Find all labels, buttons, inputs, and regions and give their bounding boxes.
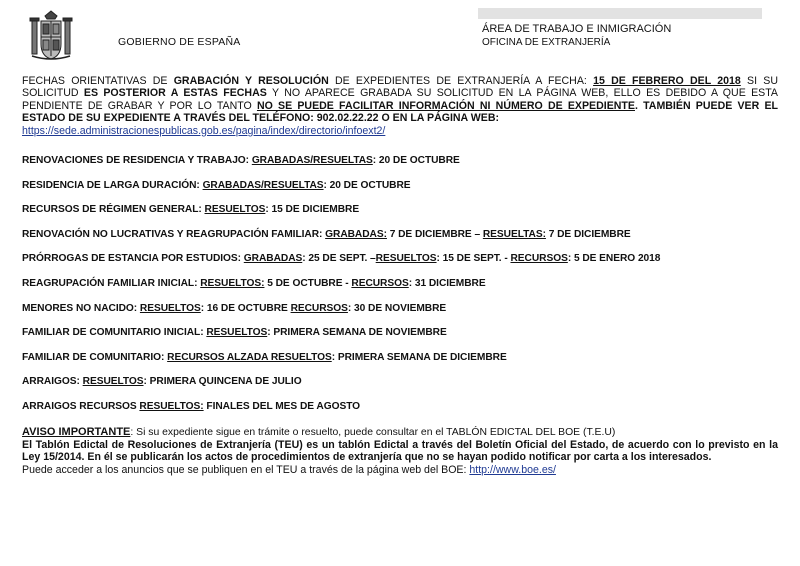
- item-status: RECURSOS: [351, 278, 409, 289]
- status-item: [22, 155, 778, 167]
- item-date: : 20 DE OCTUBRE: [372, 155, 460, 167]
- boe-link[interactable]: http://www.boe.es/: [469, 463, 556, 476]
- item-date: : 25 DE SEPT. –: [302, 253, 376, 265]
- acceder-text: Puede acceder a los anuncios que se publiquen en el TEU a través de la página web del BOE:: [22, 463, 470, 476]
- item-status: RESUELTOS:: [139, 400, 204, 412]
- item-status: RESUELTOS: [204, 204, 266, 216]
- item-status: GRABADAS/RESUELTAS: [202, 179, 324, 191]
- status-item: [22, 204, 778, 216]
- document-body: [22, 75, 778, 476]
- status-item: [22, 303, 778, 315]
- item-label: MENORES NO NACIDO:: [22, 302, 140, 314]
- intro-text: FECHAS ORIENTATIVAS DE: [22, 75, 174, 87]
- status-item: [22, 376, 778, 388]
- item-status: GRABADAS:: [325, 228, 387, 240]
- status-list: [22, 155, 778, 413]
- item-status: RESUELTOS: [375, 253, 437, 265]
- intro-paragraph: [22, 75, 778, 137]
- coat-of-arms-icon: [28, 10, 74, 62]
- item-status: RESUELTOS: [82, 376, 144, 388]
- intro-text: Y NO APARECE GRABADA SU SOLICITUD EN LA PÁGINA WEB, ELLO ES DEBIDO A QUE ESTA PENDIENTE DE GRABAR Y POR LO TANTO: [22, 87, 779, 112]
- intro-text: SI SU SOLICITUD: [22, 75, 778, 100]
- aviso-paragraph: [22, 426, 778, 439]
- item-status: GRABADAS: [243, 253, 303, 265]
- intro-text: DE EXPEDIENTES DE EXTRANJERÍA A FECHA:: [328, 75, 594, 87]
- item-status: RESUELTAS:: [482, 228, 546, 240]
- intro-phone: . TAMBIÉN PUEDE VER EL ESTADO DE SU EXPEDIENTE A TRAVÉS DEL TELÉFONO: 902.02.22.22 O EN LA PÁGINA WEB:: [22, 99, 778, 125]
- teu-paragraph: El Tablón Edictal de Resoluciones de Extranjería (TEU) es un tablón Edictal a través del Boletín Oficial del Estado, de acuerdo con lo previsto en la Ley 15/2014. En él se publicarán los actos de procedimientos de extranjería que no se hayan podido notificar por carta a los interesados.: [22, 438, 778, 464]
- item-date: 5 DE OCTUBRE -: [264, 278, 352, 289]
- item-label: RESIDENCIA DE LARGA DURACIÓN:: [22, 179, 203, 191]
- item-date: : PRIMERA QUINCENA DE JULIO: [143, 376, 302, 388]
- item-status: RECURSOS: [510, 253, 568, 265]
- item-label: RENOVACIÓN NO LUCRATIVAS Y REAGRUPACIÓN FAMILIAR:: [22, 228, 326, 240]
- status-item: [22, 327, 778, 339]
- item-date: : 15 DE SEPT. -: [436, 253, 511, 265]
- oficina-title: OFICINA DE EXTRANJERÍA: [482, 37, 611, 48]
- item-label: FAMILIAR DE COMUNITARIO:: [22, 351, 168, 363]
- status-item: [22, 352, 778, 364]
- item-date: 7 DE DICIEMBRE: [545, 228, 631, 240]
- item-date: FINALES DEL MES DE AGOSTO: [203, 400, 361, 412]
- status-item: [22, 229, 778, 241]
- item-status: RESUELTOS: [139, 302, 201, 314]
- status-item: [22, 401, 778, 413]
- status-item: [22, 253, 778, 265]
- area-title: ÁREA DE TRABAJO E INMIGRACIÓN: [482, 23, 672, 35]
- aviso-text: : Si su expediente sigue en trámite o resuelto, puede consultar en el TABLÓN EDICTAL DEL BOE (T.E.U): [130, 426, 616, 438]
- area-block: [482, 23, 671, 49]
- item-date: 7 DE DICIEMBRE –: [386, 228, 483, 240]
- intro-date: 15 DE FEBRERO DEL 2018: [593, 75, 741, 87]
- item-date: : PRIMERA SEMANA DE DICIEMBRE: [331, 351, 507, 363]
- item-status: GRABADAS/RESUELTAS: [251, 155, 373, 167]
- item-date: : 31 DICIEMBRE: [408, 278, 486, 289]
- item-status: RECURSOS ALZADA RESUELTOS: [167, 351, 332, 363]
- item-label: ARRAIGOS RECURSOS: [22, 400, 140, 412]
- sede-link[interactable]: https://sede.administracionespublicas.gob.es/pagina/index/directorio/infoext2/: [22, 124, 386, 137]
- intro-bold: ES POSTERIOR A ESTAS FECHAS: [83, 87, 267, 100]
- item-date: : 30 DE NOVIEMBRE: [347, 302, 447, 314]
- status-item: [22, 180, 778, 192]
- item-label: FAMILIAR DE COMUNITARIO INICIAL:: [22, 327, 207, 339]
- item-date: : 20 DE OCTUBRE: [323, 179, 411, 191]
- intro-bold: GRABACIÓN Y RESOLUCIÓN: [173, 75, 329, 87]
- status-item: [22, 278, 778, 290]
- item-date: : 5 DE ENERO 2018: [567, 253, 661, 265]
- aviso-heading: AVISO IMPORTANTE: [22, 425, 131, 438]
- item-status: RESUELTOS: [206, 327, 268, 339]
- gobierno-label: GOBIERNO DE ESPAÑA: [118, 36, 241, 48]
- item-date: : 15 DE DICIEMBRE: [265, 204, 360, 216]
- acceder-paragraph: [22, 464, 778, 476]
- item-status: RECURSOS: [290, 302, 348, 314]
- intro-warning: NO SE PUEDE FACILITAR INFORMACIÓN NI NÚMERO DE EXPEDIENTE: [256, 99, 635, 112]
- item-label: ARRAIGOS:: [22, 376, 83, 388]
- header-band: [478, 8, 762, 19]
- item-label: RECURSOS DE RÉGIMEN GENERAL:: [22, 204, 205, 216]
- item-label: REAGRUPACIÓN FAMILIAR INICIAL:: [22, 278, 201, 289]
- item-status: RESUELTOS:: [200, 278, 265, 289]
- item-date: : 16 DE OCTUBRE: [200, 302, 291, 314]
- item-label: PRÓRROGAS DE ESTANCIA POR ESTUDIOS:: [22, 253, 244, 265]
- item-label: RENOVACIONES DE RESIDENCIA Y TRABAJO:: [22, 155, 252, 167]
- item-date: : PRIMERA SEMANA DE NOVIEMBRE: [267, 327, 447, 339]
